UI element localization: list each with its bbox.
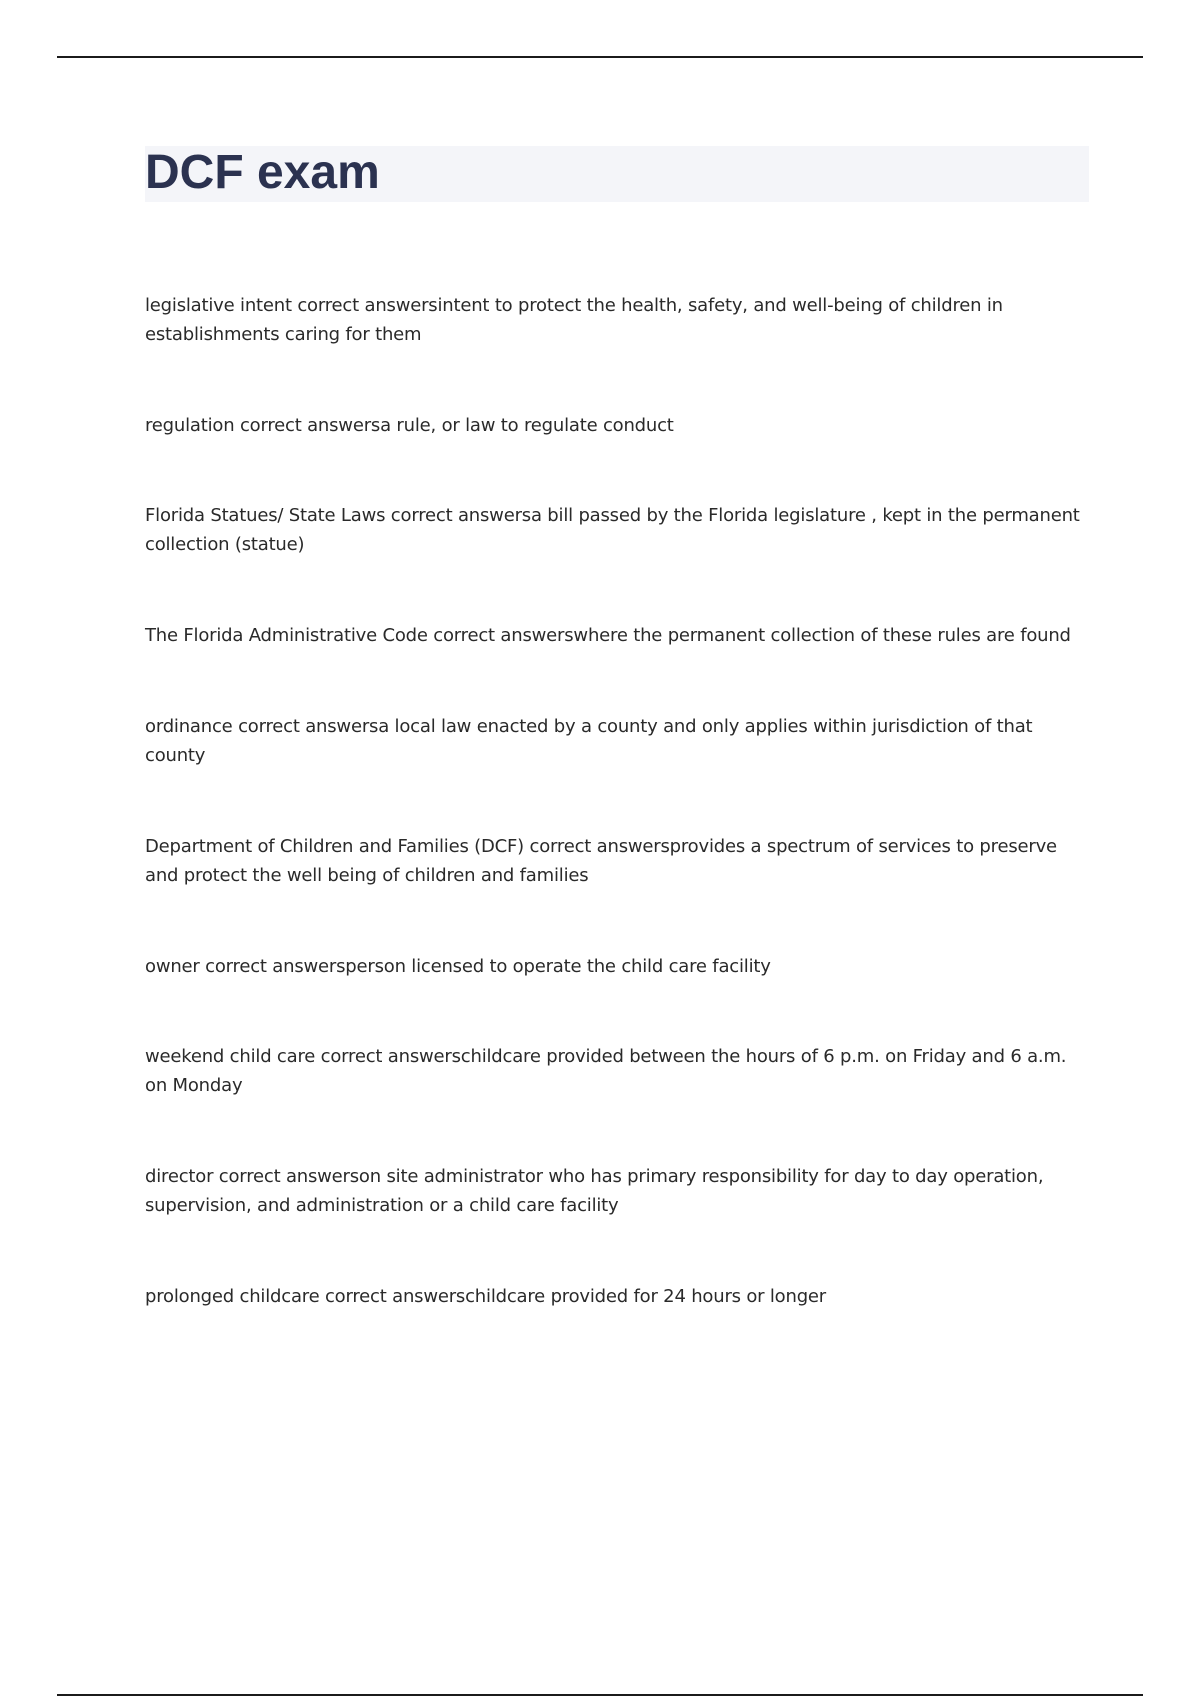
flashcard-entry: ordinance correct answersa local law enacted by a county and only applies within jurisdiction of that county — [145, 716, 1033, 766]
footer-rule — [57, 1694, 1143, 1696]
flashcard-entry: Department of Children and Families (DCF) correct answersprovides a spectrum of services to preserve and protect the well being of children and families — [145, 836, 1057, 886]
flashcard-entry: Florida Statues/ State Laws correct answersa bill passed by the Florida legislature , kept in the permanent collection (statue) — [145, 505, 1080, 555]
header-rule — [57, 56, 1143, 58]
flashcard-entry: prolonged childcare correct answerschildcare provided for 24 hours or longer — [145, 1286, 826, 1307]
flashcard-entry: regulation correct answersa rule, or law to regulate conduct — [145, 415, 674, 436]
flashcard-entry: weekend child care correct answerschildcare provided between the hours of 6 p.m. on Friday and 6 a.m. on Monday — [145, 1046, 1067, 1096]
flashcard-entry: owner correct answersperson licensed to operate the child care facility — [145, 956, 771, 977]
flashcard-entry: The Florida Administrative Code correct answerswhere the permanent collection of these rules are found — [145, 625, 1071, 646]
flashcard-entry: legislative intent correct answersintent to protect the health, safety, and well-being of children in establishments caring for them — [145, 295, 1003, 345]
document-title: DCF exam — [145, 146, 380, 199]
flashcard-list — [145, 291, 1085, 1372]
flashcard-entry: director correct answerson site administrator who has primary responsibility for day to day operation, supervision, and administration or a child care facility — [145, 1166, 1044, 1216]
